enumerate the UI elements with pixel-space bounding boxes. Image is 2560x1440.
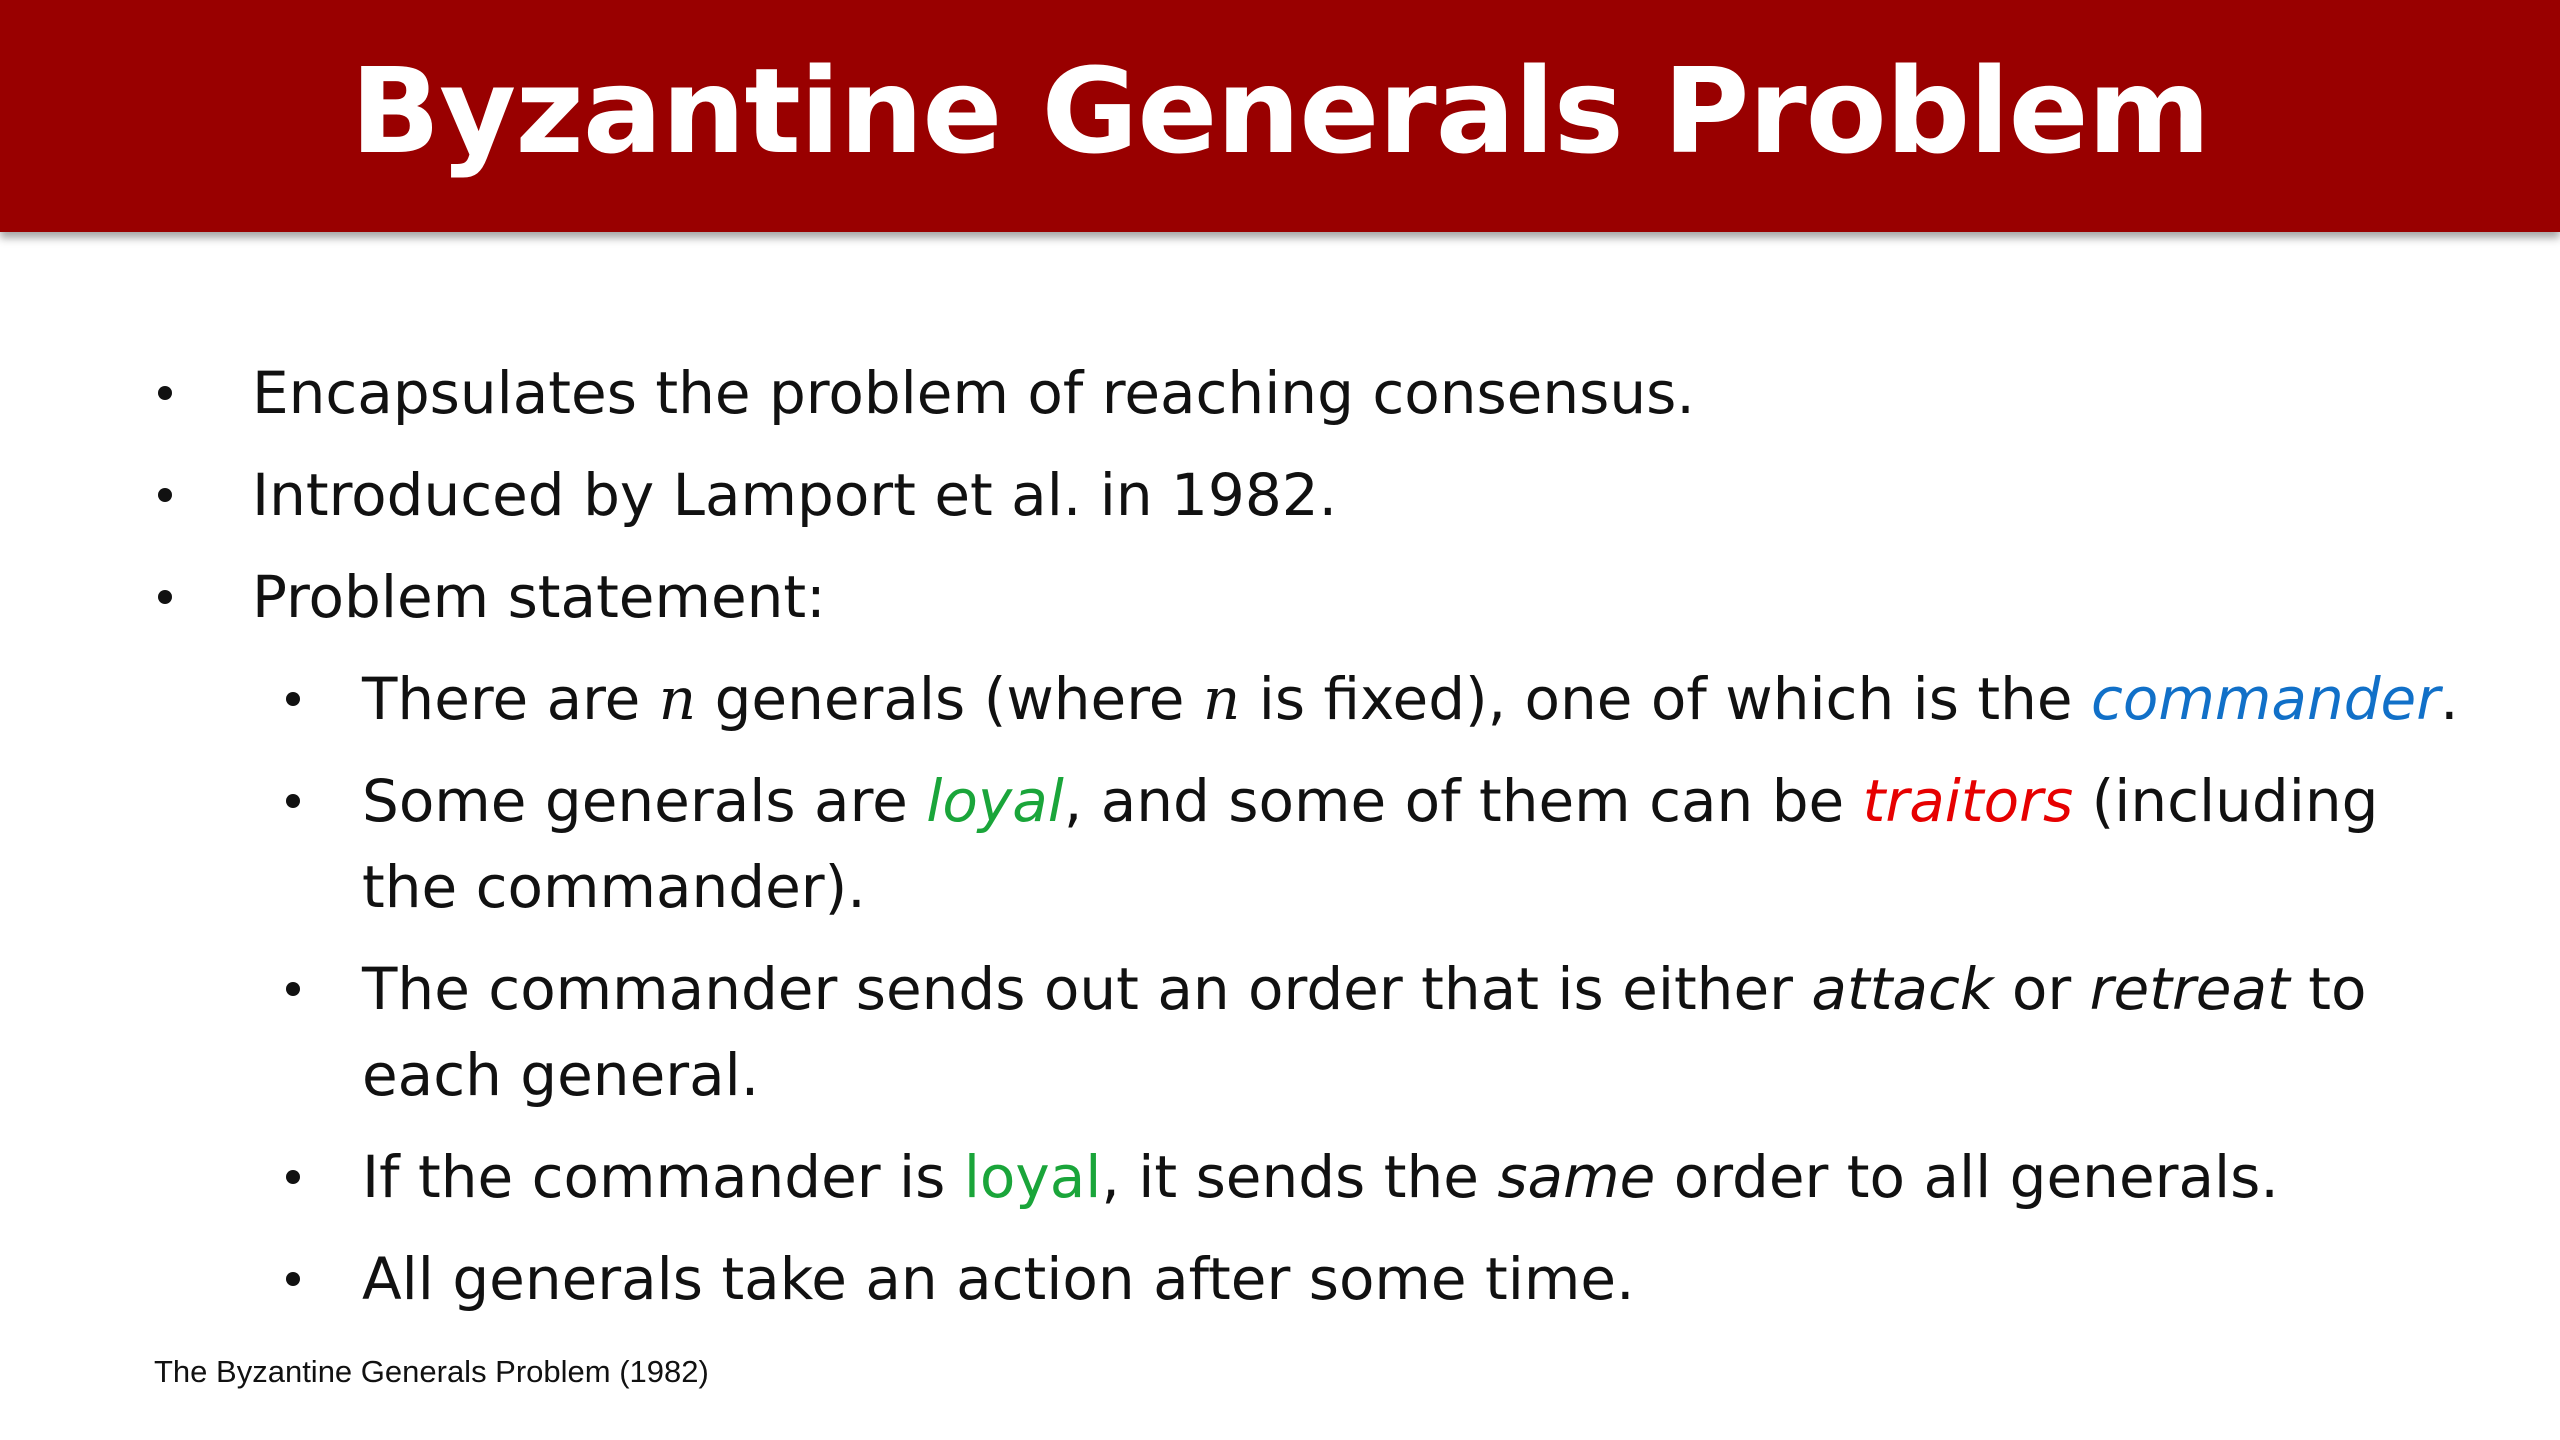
bullet-icon [286,692,300,706]
math-variable-n: n [658,665,697,733]
bullet-text: Introduced by Lamport et al. in 1982. [252,461,1338,529]
term-traitors: traitors [1862,767,2074,835]
text-segment: , and some of them can be [1063,767,1863,835]
bullet-text: Problem statement: [252,563,826,631]
term-commander: commander [2091,665,2441,733]
bullet-icon [286,794,300,808]
text-segment: The commander sends out an order that is either [362,955,1812,1023]
text-segment: Some generals are [362,767,927,835]
term-attack: attack [1811,955,1994,1023]
bullet-icon [286,1272,300,1286]
bullet-text [362,946,2366,1032]
bullet-icon [286,982,300,996]
term-loyal: loyal [963,1143,1102,1211]
math-variable-n: n [1202,665,1241,733]
bullet-icon [158,386,172,400]
bullet-text [362,656,2459,742]
text-segment: There are [362,665,659,733]
term-loyal: loyal [926,767,1064,835]
bullet-text: Encapsulates the problem of reaching consensus. [252,359,1695,427]
text-segment: . [2440,665,2459,733]
bullet-text-continued: the commander). [362,853,866,921]
text-segment: (including [2073,767,2379,835]
text-segment: If the commander is [362,1143,964,1211]
footer-citation: The Byzantine Generals Problem (1982) [154,1354,709,1389]
bullet-text [362,1134,2279,1220]
bullet-icon [158,590,172,604]
text-segment: order to all generals. [1655,1143,2279,1211]
bullet-text-continued: each general. [362,1041,760,1109]
text-segment: generals (where [696,665,1203,733]
text-segment: to [2289,955,2367,1023]
text-segment: or [1993,955,2090,1023]
bullet-icon [286,1170,300,1184]
term-retreat: retreat [2089,955,2290,1023]
bullet-text: All generals take an action after some time. [362,1245,1635,1313]
bullet-text [362,758,2378,844]
text-segment: is fixed), one of which is the [1240,665,2092,733]
term-same: same [1497,1143,1656,1211]
bullet-icon [158,488,172,502]
slide-title: Byzantine Generals Problem [350,42,2210,180]
text-segment: , it sends the [1101,1143,1498,1211]
